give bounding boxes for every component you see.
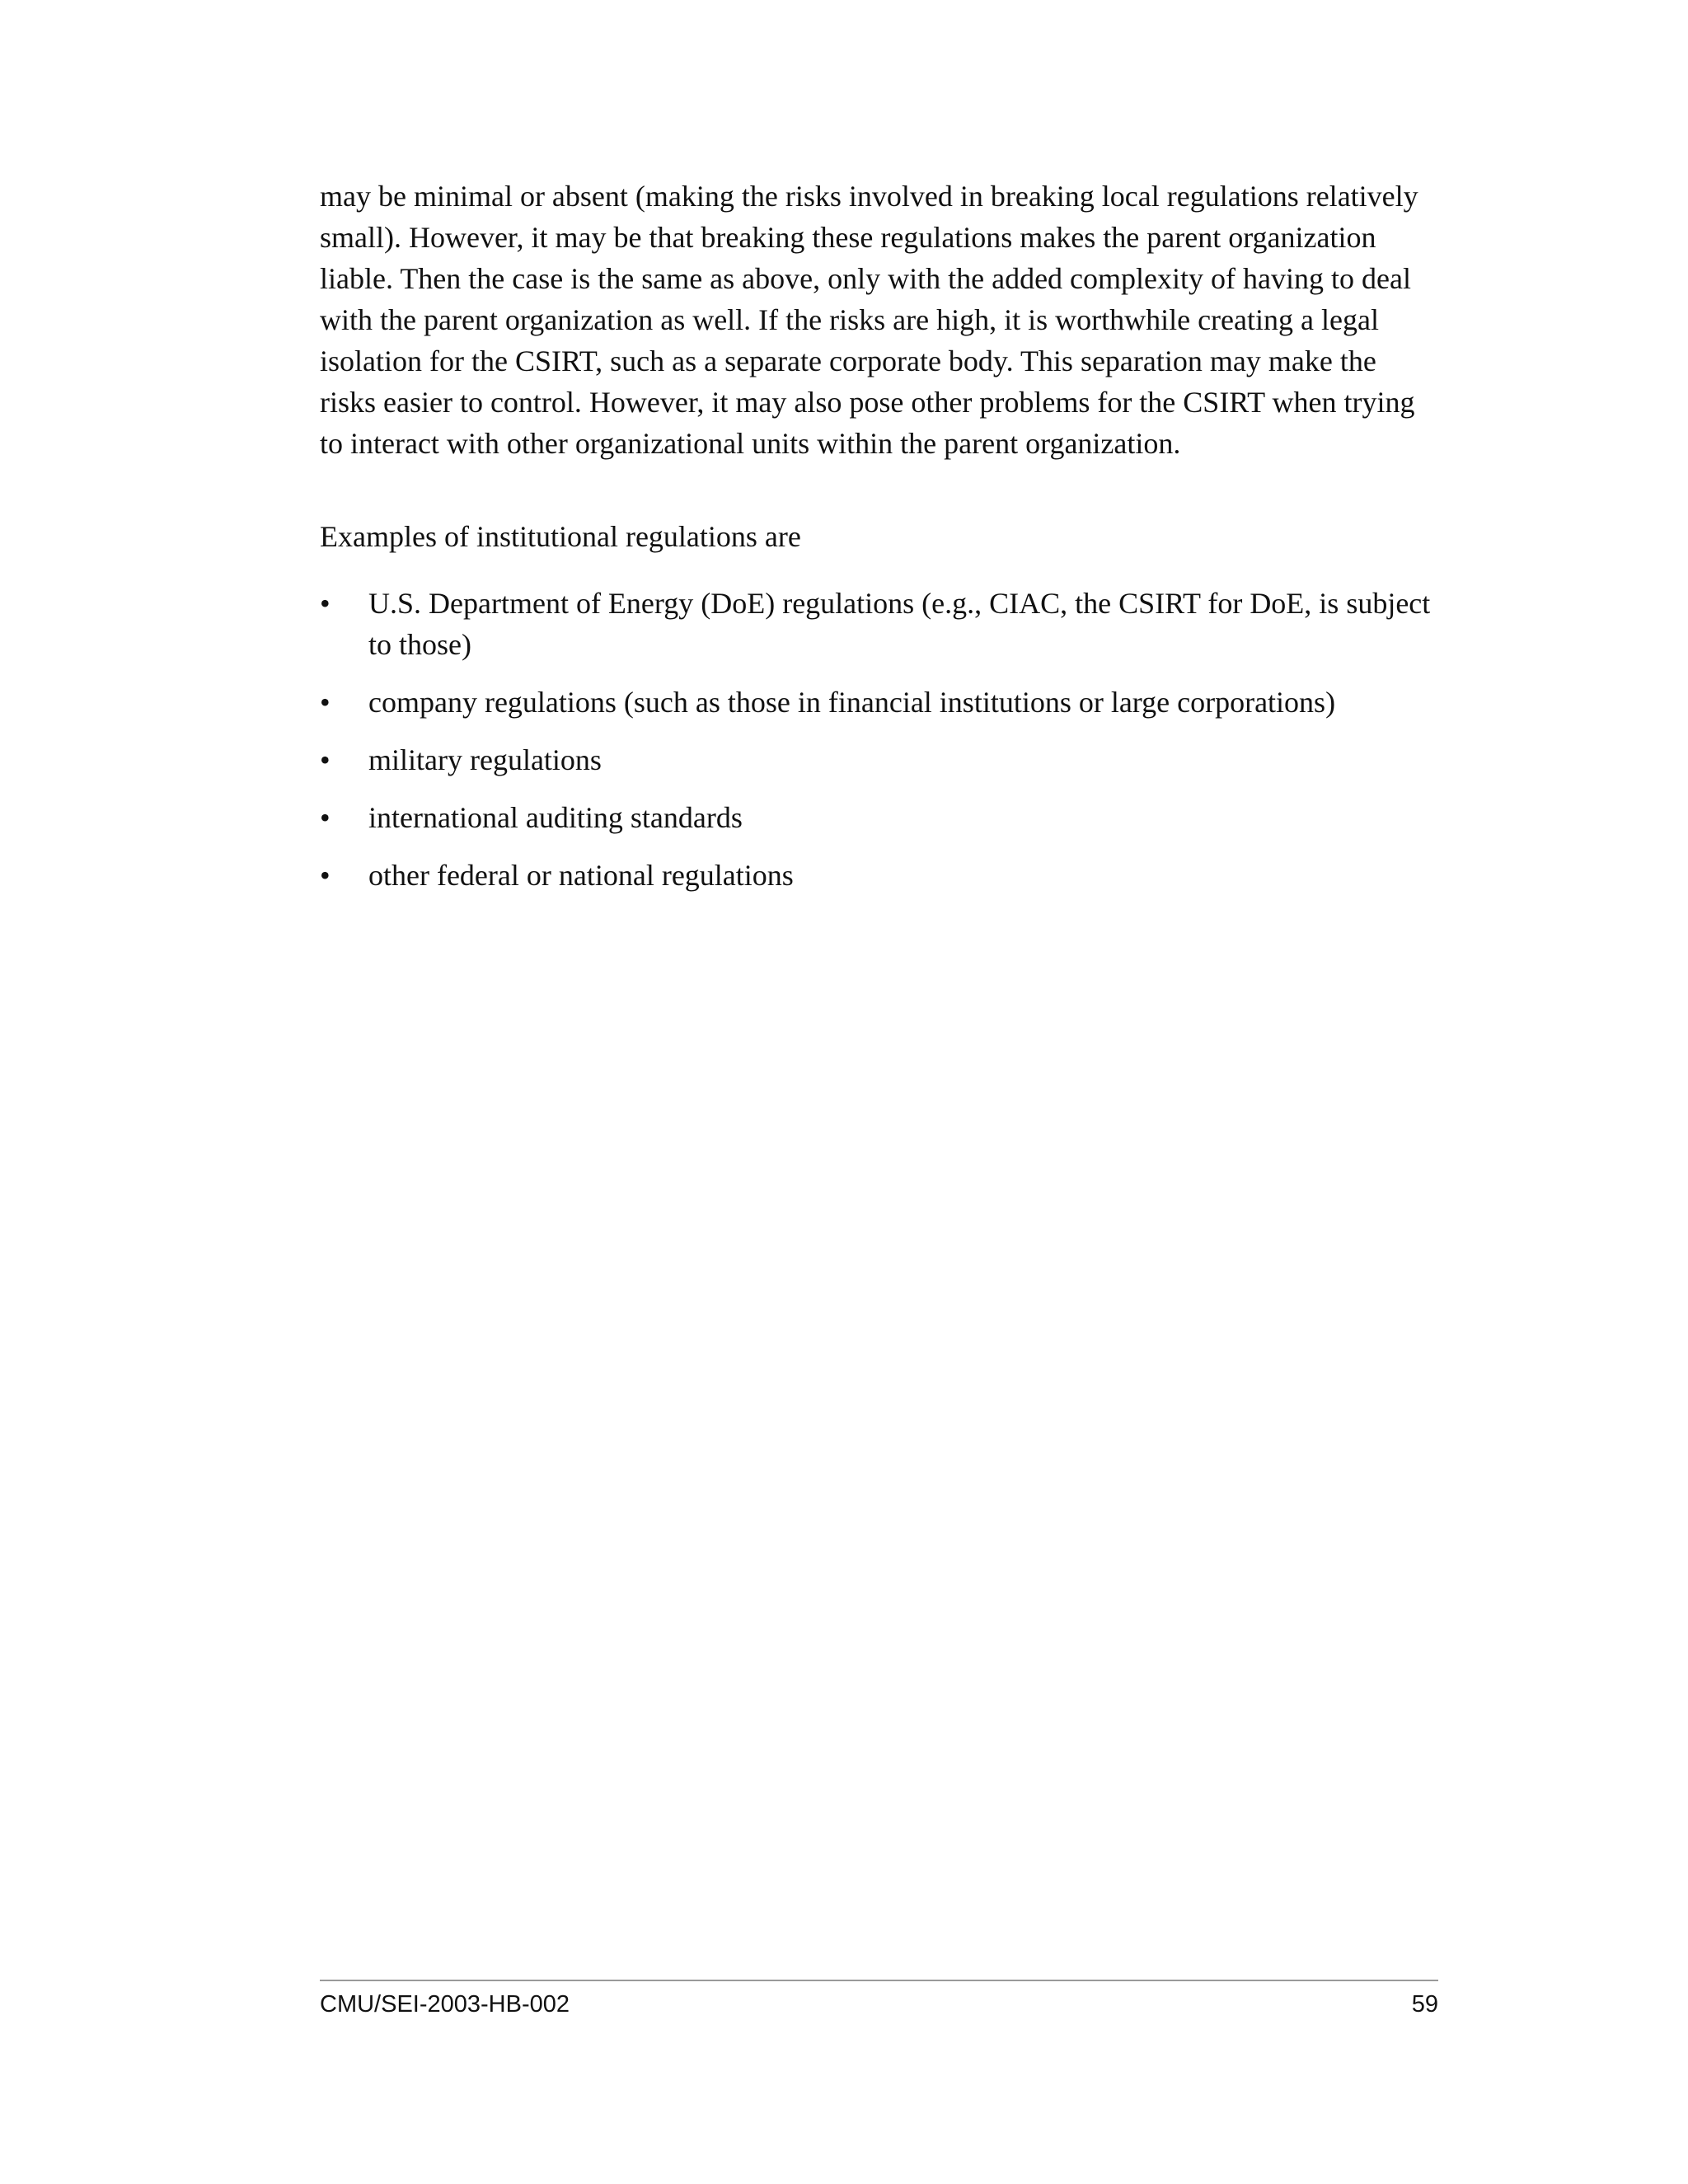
paragraph-line: to interact with other organizational units within the parent organization. <box>320 427 1181 460</box>
list-item <box>320 797 1474 838</box>
footer-page-number: 59 <box>1411 1991 1438 2018</box>
list-item <box>320 739 1474 780</box>
list-intro-text: Examples of institutional regulations are <box>320 520 801 553</box>
list-item-line: military regulations <box>368 743 602 776</box>
paragraph-line: liable. Then the case is the same as above, only with the added complexity of having to deal <box>320 262 1411 295</box>
list-item-line: company regulations (such as those in financial institutions or large corporations) <box>368 686 1336 719</box>
list-item-line: other federal or national regulations <box>368 859 794 892</box>
bullet-icon: • <box>320 859 331 892</box>
paragraph-line: isolation for the CSIRT, such as a separate corporate body. This separation may make the <box>320 344 1376 377</box>
bullet-icon: • <box>320 801 331 834</box>
paragraph-line: may be minimal or absent (making the risks involved in breaking local regulations relatively <box>320 180 1418 213</box>
paragraph-line: small). However, it may be that breaking these regulations makes the parent organization <box>320 221 1376 254</box>
list-item <box>320 682 1474 723</box>
regulations-list <box>320 583 1474 912</box>
list-item-line: U.S. Department of Energy (DoE) regulations (e.g., CIAC, the CSIRT for DoE, is subject <box>368 587 1431 620</box>
paragraph-line: risks easier to control. However, it may also pose other problems for the CSIRT when trying <box>320 386 1415 419</box>
list-item-line: international auditing standards <box>368 801 743 834</box>
list-item <box>320 855 1474 896</box>
paragraph-line: with the parent organization as well. If the risks are high, it is worthwhile creating a legal <box>320 303 1379 336</box>
footer-document-id: CMU/SEI-2003-HB-002 <box>320 1991 570 2018</box>
list-item-line: to those) <box>368 628 471 661</box>
body-paragraph <box>320 176 1457 464</box>
bullet-icon: • <box>320 743 331 776</box>
bullet-icon: • <box>320 686 331 719</box>
bullet-icon: • <box>320 587 331 620</box>
list-item <box>320 583 1474 665</box>
footer-divider <box>320 1980 1438 1981</box>
